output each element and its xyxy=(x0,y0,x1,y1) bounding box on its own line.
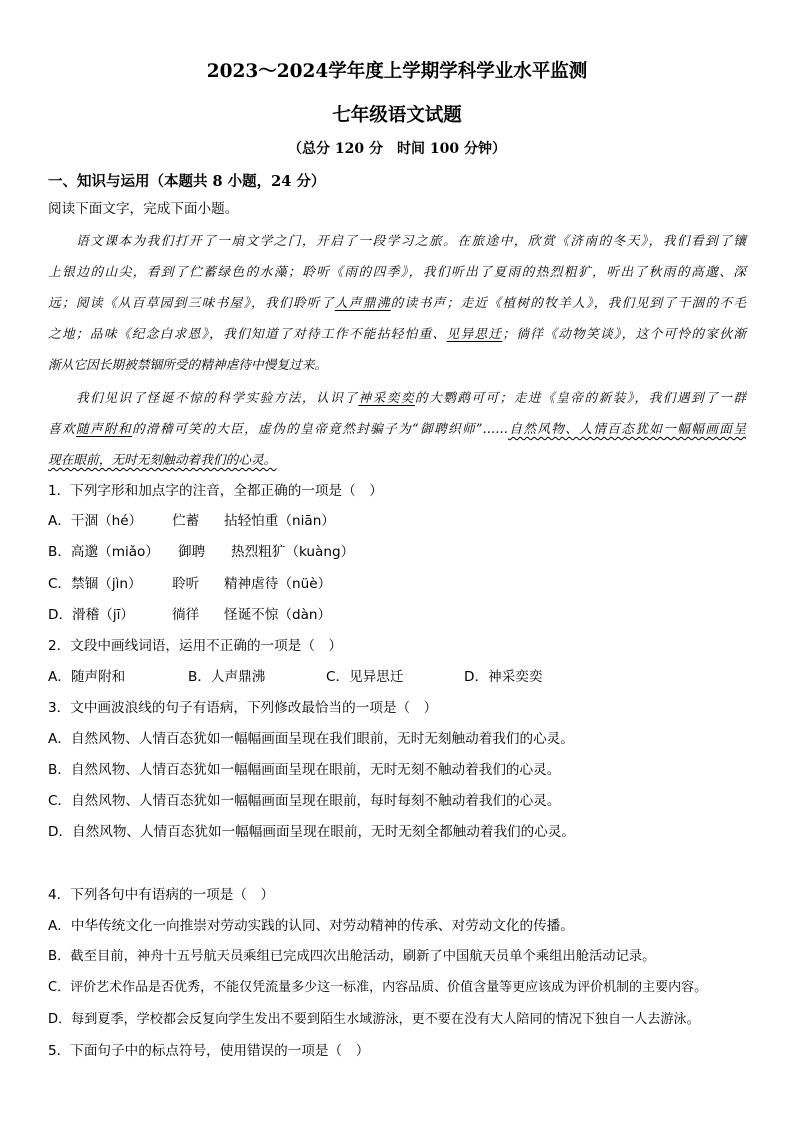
q1-option-c: 精神虐待（nüè） xyxy=(224,576,332,592)
q4-option-b: B．截至目前，神舟十五号航天员乘组已完成四次出舱活动，刷新了中国航天员单个乘组出舱活动记录。 xyxy=(48,949,656,964)
q2-option-d: D．神采奕奕 xyxy=(464,669,543,685)
q1-option-b: 御聘 xyxy=(178,544,206,560)
q1-option-b: B．高邈（miǎo） xyxy=(48,544,159,560)
exam-subtitle: 七年级语文试题 xyxy=(332,105,462,126)
q1-option-d: 徜徉 xyxy=(172,607,200,623)
passage-line xyxy=(48,450,746,470)
q4-option-a: A．中华传统文化一向推崇对劳动实践的认同、对劳动精神的传承、对劳动文化的传播。 xyxy=(48,918,574,934)
q4-option-d: D．每到夏季，学校都会反复向学生发出不要到陌生水域游泳，更不要在没有大人陪同的情况下独自一人去游泳。 xyxy=(48,1012,700,1027)
passage-text: 我们见识了怪诞不惊的科学实验方法，认识了 xyxy=(76,390,359,405)
q3-option-b: B．自然风物、人情百态犹如一幅幅画面呈现在眼前，无时无刻不触动着我们的心灵。 xyxy=(48,762,561,778)
passage-line: 语文课本为我们打开了一扇文学之门，开启了一段学习之旅。在旅途中，欣赏《济南的冬天》，我们看到了镶 xyxy=(76,233,746,248)
passage-line xyxy=(76,388,746,408)
wavy-underlined-sentence: 自然风物、人情百态犹如一幅幅画面呈 xyxy=(507,421,747,436)
wavy-underlined-sentence: 现在眼前，无时无刻触动着我们的心灵。 xyxy=(48,452,277,467)
question-4-stem: 4．下列各句中有语病的一项是（ ） xyxy=(48,887,275,903)
passage-text: 喜欢 xyxy=(48,421,77,436)
exam-meta: （总分 120 分 时间 100 分钟） xyxy=(288,141,506,157)
q4-option-c: C．评价艺术作品是否优秀，不能仅凭流量多少这一标准，内容品质、价值含量等更应该成为评价机制的主要内容。 xyxy=(48,980,708,995)
passage-text: 的读书声；走近《植树的牧羊人》，我们见到了干涸的不毛 xyxy=(390,295,746,310)
q1-option-a: 伫蓄 xyxy=(172,513,200,529)
underlined-phrase: 神采奕奕 xyxy=(358,390,415,405)
q1-option-c: C．禁锢（jìn） xyxy=(48,576,142,592)
question-5-stem: 5．下面句子中的标点符号，使用错误的一项是（ ） xyxy=(48,1043,370,1059)
q1-option-c: 聆听 xyxy=(172,576,200,592)
q1-option-a: 拈轻怕重（niān） xyxy=(224,513,335,529)
q2-option-c: C．见异思迁 xyxy=(326,669,404,685)
passage-line: 上银边的山尖，看到了伫蓄绿色的水藻；聆听《雨的四季》，我们听出了夏雨的热烈粗犷，听出了秋雨的高邈、深 xyxy=(48,264,746,279)
passage-line: 渐从它因长期被禁锢所受的精神虐待中慢复过来。 xyxy=(48,357,328,372)
passage-text: 的滑稽可笑的大臣，虚伪的皇帝竟然封骗子为“御聘织师”…… xyxy=(132,421,508,436)
q2-option-b: B．人声鼎沸 xyxy=(188,669,266,685)
underlined-phrase: 随声附和 xyxy=(76,421,133,436)
passage-text: 远；阅读《从百草园到三味书屋》，我们聆听了 xyxy=(48,295,335,310)
q3-option-d: D．自然风物、人情百态犹如一幅幅画面呈现在眼前，无时无刻全都触动着我们的心灵。 xyxy=(48,824,576,840)
passage-line xyxy=(48,293,746,313)
q1-option-d: D．滑稽（jī） xyxy=(48,607,134,623)
question-2-stem: 2．文段中画线词语，运用不正确的一项是（ ） xyxy=(48,638,343,654)
question-3-stem: 3．文中画波浪线的句子有语病，下列修改最恰当的一项是（ ） xyxy=(48,700,438,716)
q3-option-c: C．自然风物、人情百态犹如一幅幅画面呈现在眼前，每时每刻不触动着我们的心灵。 xyxy=(48,793,561,809)
passage-line xyxy=(48,324,746,344)
exam-title: 2023～2024学年度上学期学科学业水平监测 xyxy=(206,61,588,82)
q1-option-b: 热烈粗犷（kuàng） xyxy=(231,544,355,560)
question-1-stem: 1．下列字形和加点字的注音，全都正确的一项是（ ） xyxy=(48,483,383,499)
passage-text: ；徜徉《动物笑谈》，这个可怜的家伙渐 xyxy=(502,326,747,341)
q3-option-a: A．自然风物、人情百态犹如一幅幅画面呈现在我们眼前，无时无刻触动着我们的心灵。 xyxy=(48,731,574,747)
passage-line xyxy=(48,419,746,439)
section-heading: 一、知识与运用（本题共 8 小题，24 分） xyxy=(48,173,326,190)
underlined-phrase: 见异思迁 xyxy=(446,326,503,341)
passage-text: 的大鹦鹉可可；走进《皇帝的新装》，我们遇到了一群 xyxy=(414,390,746,405)
q1-option-a: A．干涸（hé） xyxy=(48,513,143,529)
q2-option-a: A．随声附和 xyxy=(48,669,126,685)
section-intro: 阅读下面文字，完成下面小题。 xyxy=(48,201,239,217)
q1-option-d: 怪诞不惊（dàn） xyxy=(224,607,332,623)
passage-text: 之地；品味《纪念白求恩》，我们知道了对待工作不能拈轻怕重、 xyxy=(48,326,447,341)
underlined-phrase: 人声鼎沸 xyxy=(334,295,391,310)
